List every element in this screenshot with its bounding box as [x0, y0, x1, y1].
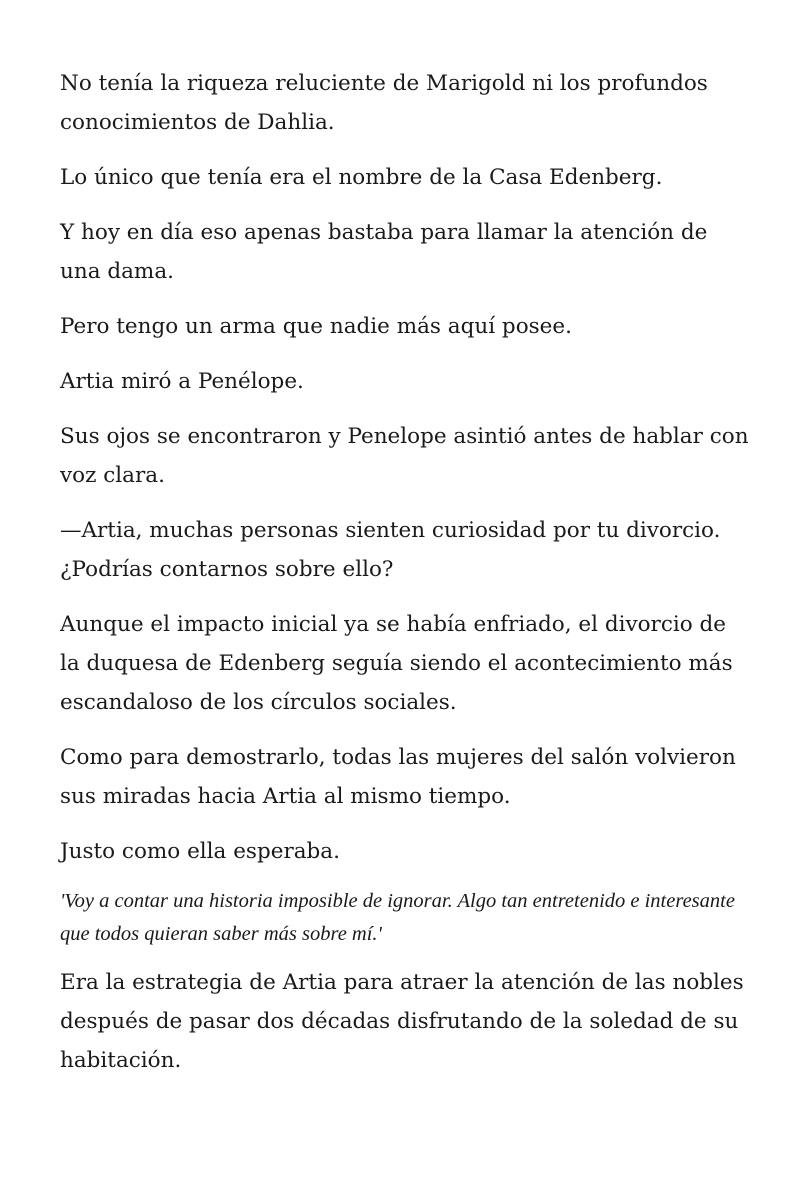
paragraph: Pero tengo un arma que nadie más aquí posee. [60, 314, 572, 339]
inner-thought-paragraph: 'Voy a contar una historia imposible de ignorar. Algo tan entretenido e interesante que todos quieran saber más sobre mí.' [60, 890, 735, 945]
paragraph: No tenía la riqueza reluciente de Marigold ni los profundos conocimientos de Dahlia. [60, 71, 708, 135]
paragraph: Y hoy en día eso apenas bastaba para llamar la atención de una dama. [60, 220, 708, 284]
paragraph: Lo único que tenía era el nombre de la Casa Edenberg. [60, 165, 663, 190]
document-body [60, 64, 750, 1096]
paragraph: Artia miró a Penélope. [60, 369, 304, 394]
paragraph: Era la estrategia de Artia para atraer la atención de las nobles después de pasar dos décadas disfrutando de la soledad de su habitación. [60, 970, 744, 1073]
paragraph: Aunque el impacto inicial ya se había enfriado, el divorcio de la duquesa de Edenberg seguía siendo el acontecimiento más escandaloso de los círculos sociales. [60, 612, 733, 715]
paragraph: Sus ojos se encontraron y Penelope asintió antes de hablar con voz clara. [60, 424, 749, 488]
dialogue-paragraph: —Artia, muchas personas sienten curiosidad por tu divorcio. ¿Podrías contarnos sobre ello? [60, 518, 721, 582]
paragraph: Justo como ella esperaba. [60, 839, 340, 864]
paragraph: Como para demostrarlo, todas las mujeres del salón volvieron sus miradas hacia Artia al mismo tiempo. [60, 745, 736, 809]
